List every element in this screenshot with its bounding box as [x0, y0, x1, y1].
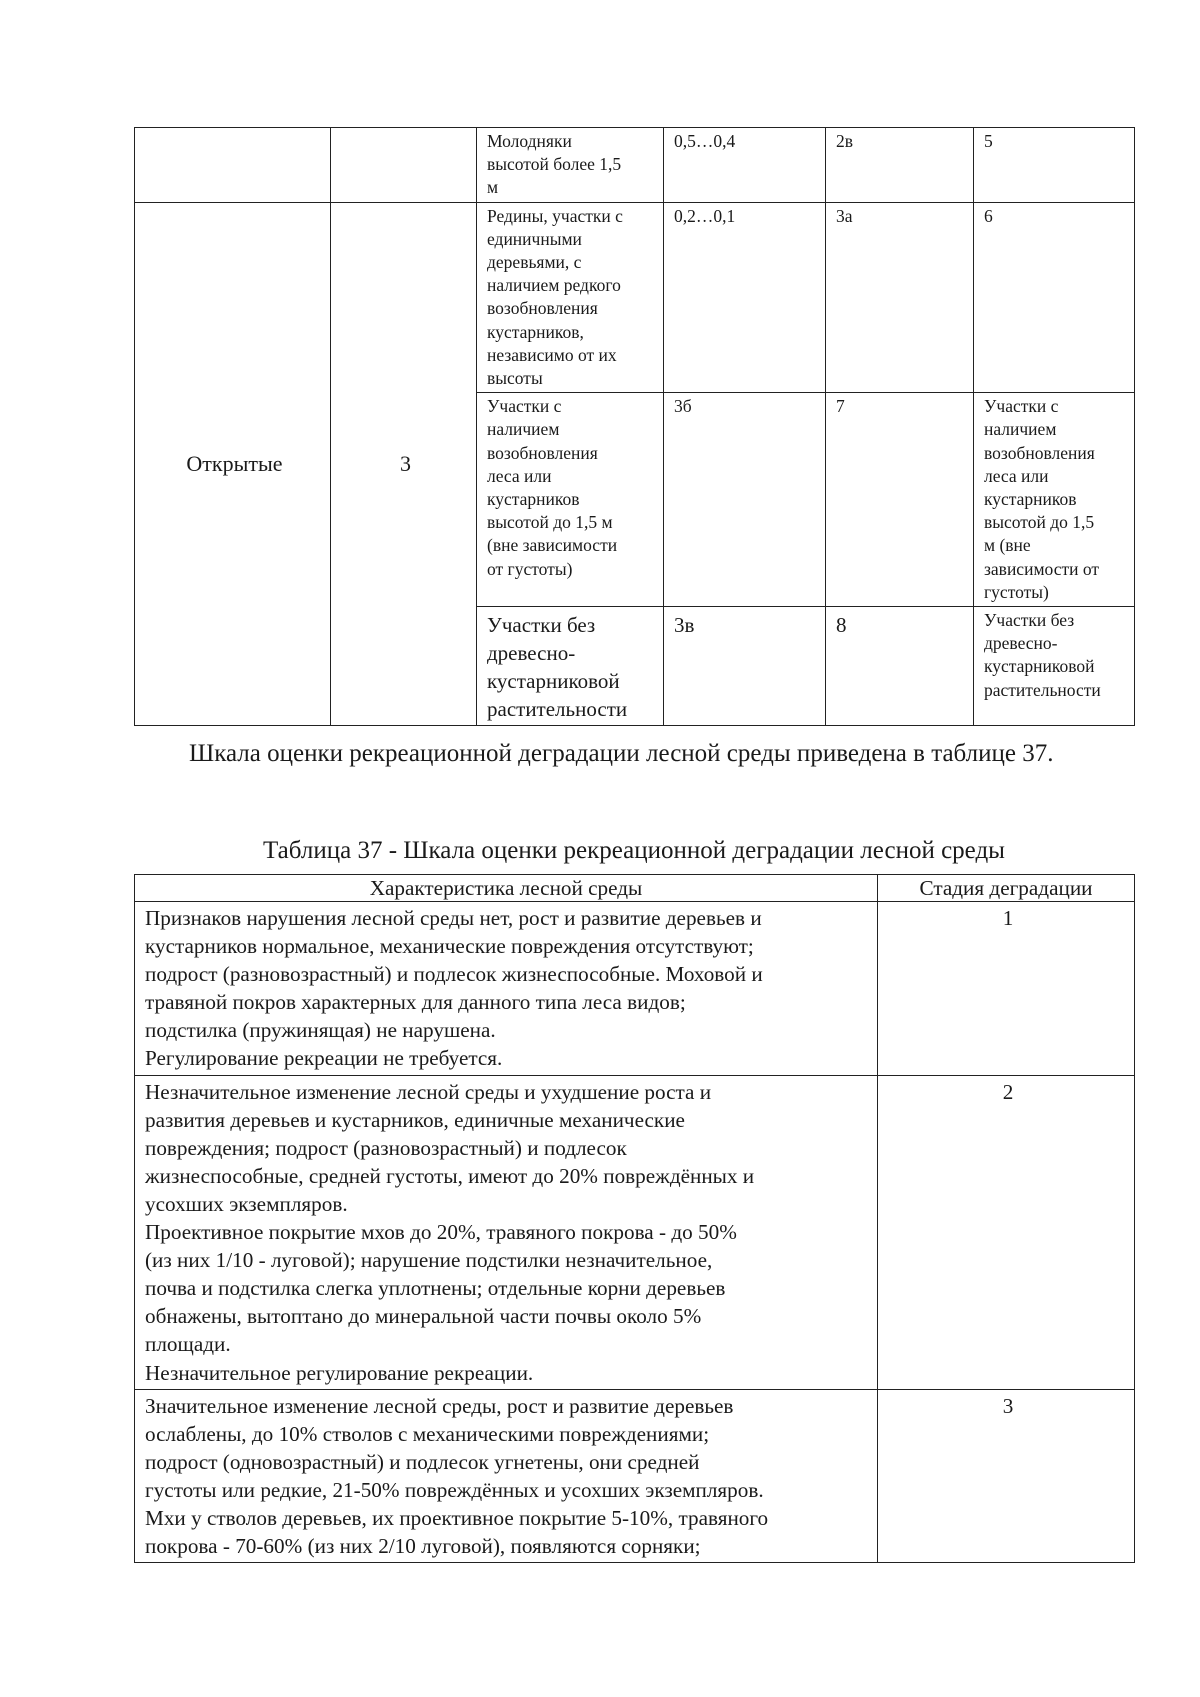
- cell-line: наличием: [984, 419, 1057, 440]
- cell-line: наличием: [487, 419, 560, 440]
- degradation-table: [134, 874, 1135, 1563]
- table-cell: 0,2…0,1: [664, 202, 826, 393]
- cell-line: кустарниковой: [984, 656, 1095, 677]
- cell-line: Участки без: [984, 610, 1075, 631]
- cell-line: Участки с: [487, 396, 562, 417]
- cell-line: густоты или редкие, 21-50% повреждённых и усохших экземпляров.: [145, 1477, 764, 1502]
- cell-line: подстилка (пружинящая) не нарушена.: [145, 1018, 496, 1043]
- characteristic-cell: [135, 902, 878, 1076]
- characteristic-cell: [135, 1389, 878, 1563]
- cell-line: ослаблены, до 10% стволов с механическими повреждениями;: [145, 1421, 710, 1446]
- cell-line: Участки без: [487, 613, 596, 638]
- cell-line: возобновления: [487, 442, 598, 463]
- table-cell: 2в: [826, 128, 974, 203]
- cell-line: древесно-: [984, 633, 1058, 654]
- table-cell: 7: [826, 393, 974, 607]
- cell-line: усохших экземпляров.: [145, 1191, 348, 1216]
- cell-line: подрост (одновозрастный) и подлесок угнетены, они средней: [145, 1449, 700, 1474]
- cell-line: Незначительное изменение лесной среды и ухудшение роста и: [145, 1079, 712, 1104]
- group-cell: 3: [331, 202, 477, 725]
- cell-line: жизнеспособные, средней густоты, имеют до 20% повреждённых и: [145, 1163, 755, 1188]
- characteristic-cell: [135, 1075, 878, 1389]
- table-row: [135, 1389, 1135, 1563]
- table-cell: 8: [826, 607, 974, 726]
- cell-line: почва и подстилка слегка уплотнены; отдельные корни деревьев: [145, 1276, 726, 1301]
- cell-line: от густоты): [487, 558, 573, 579]
- table-row: [135, 202, 1135, 393]
- column-header: Стадия деградации: [878, 875, 1135, 902]
- cell-line: деревьями, с: [487, 252, 582, 273]
- table-cell: 5: [974, 128, 1135, 203]
- stage-cell: 1: [878, 902, 1135, 1076]
- cell-line: развития деревьев и кустарников, единичные механические: [145, 1107, 685, 1132]
- cell-line: Регулирование рекреации не требуется.: [145, 1046, 503, 1071]
- cell-line: кустарников: [984, 489, 1077, 510]
- table-cell: [135, 128, 331, 203]
- stage-cell: 3: [878, 1389, 1135, 1563]
- body-paragraph: Шкала оценки рекреационной деградации лесной среды приведена в таблице 37.: [189, 740, 1054, 767]
- cell-line: Молодняки: [487, 131, 572, 151]
- vegetation-table: [134, 127, 1135, 726]
- cell-line: кустарников: [487, 489, 580, 510]
- table-cell: [331, 128, 477, 203]
- cell-line: леса или: [984, 465, 1049, 486]
- table-header-row: [135, 875, 1135, 902]
- cell-line: высоты: [487, 368, 543, 389]
- cell-line: наличием редкого: [487, 275, 621, 296]
- cell-line: возобновления: [487, 298, 598, 319]
- table-cell: 6: [974, 202, 1135, 393]
- cell-line: подрост (разновозрастный) и подлесок жизнеспособные. Моховой и: [145, 962, 763, 987]
- table-cell: [477, 607, 664, 726]
- table-cell: 3а: [826, 202, 974, 393]
- table-cell: 3б: [664, 393, 826, 607]
- cell-line: зависимости от: [984, 558, 1100, 579]
- cell-line: травяной покров характерных для данного типа леса видов;: [145, 990, 686, 1015]
- cell-line: Незначительное регулирование рекреации.: [145, 1360, 534, 1385]
- cell-line: единичными: [487, 228, 582, 249]
- cell-line: возобновления: [984, 442, 1095, 463]
- column-header: Характеристика лесной среды: [135, 875, 878, 902]
- cell-line: Значительное изменение лесной среды, рост и развитие деревьев: [145, 1393, 734, 1418]
- table-cell: 3в: [664, 607, 826, 726]
- cell-line: м: [487, 177, 499, 198]
- cell-line: Редины, участки с: [487, 205, 623, 226]
- cell-line: Признаков нарушения лесной среды нет, рост и развитие деревьев и: [145, 906, 762, 930]
- cell-line: независимо от их: [487, 344, 617, 365]
- cell-line: Участки с: [984, 396, 1059, 417]
- forest-type-cell: Открытые: [135, 202, 331, 725]
- cell-line: Проективное покрытие мхов до 20%, травяного покрова - до 50%: [145, 1220, 737, 1245]
- table-cell: [974, 393, 1135, 607]
- table-cell: [477, 393, 664, 607]
- stage-cell: 2: [878, 1075, 1135, 1389]
- cell-line: покрова - 70-60% (из них 2/10 луговой), появляются сорняки;: [145, 1534, 701, 1559]
- cell-line: Мхи у стволов деревьев, их проективное покрытие 5-10%, травяного: [145, 1505, 769, 1530]
- cell-line: древесно-: [487, 641, 576, 666]
- table-cell: 0,5…0,4: [664, 128, 826, 203]
- cell-line: (из них 1/10 - луговой); нарушение подстилки незначительное,: [145, 1248, 713, 1273]
- table-cell: [477, 202, 664, 393]
- table-row: [135, 128, 1135, 203]
- cell-line: кустарниковой: [487, 669, 620, 694]
- cell-line: леса или: [487, 465, 552, 486]
- cell-line: высотой до 1,5: [984, 512, 1095, 533]
- table-row: [135, 1075, 1135, 1389]
- cell-line: повреждения; подрост (разновозрастный) и подлесок: [145, 1135, 627, 1160]
- cell-line: площади.: [145, 1332, 231, 1357]
- cell-line: растительности: [487, 697, 628, 722]
- table-cell: [477, 128, 664, 203]
- cell-line: растительности: [984, 679, 1101, 700]
- cell-line: высотой до 1,5 м: [487, 512, 613, 533]
- cell-line: густоты): [984, 581, 1049, 602]
- cell-line: высотой более 1,5: [487, 154, 622, 175]
- table-row: [135, 902, 1135, 1076]
- cell-line: м (вне: [984, 535, 1031, 556]
- cell-line: кустарников нормальное, механические повреждения отсутствуют;: [145, 934, 754, 959]
- cell-line: (вне зависимости: [487, 535, 618, 556]
- table-cell: [974, 607, 1135, 726]
- cell-line: кустарников,: [487, 321, 584, 342]
- table-caption: Таблица 37 - Шкала оценки рекреационной деградации лесной среды: [263, 837, 1005, 864]
- cell-line: обнажены, вытоптано до минеральной части почвы около 5%: [145, 1304, 702, 1329]
